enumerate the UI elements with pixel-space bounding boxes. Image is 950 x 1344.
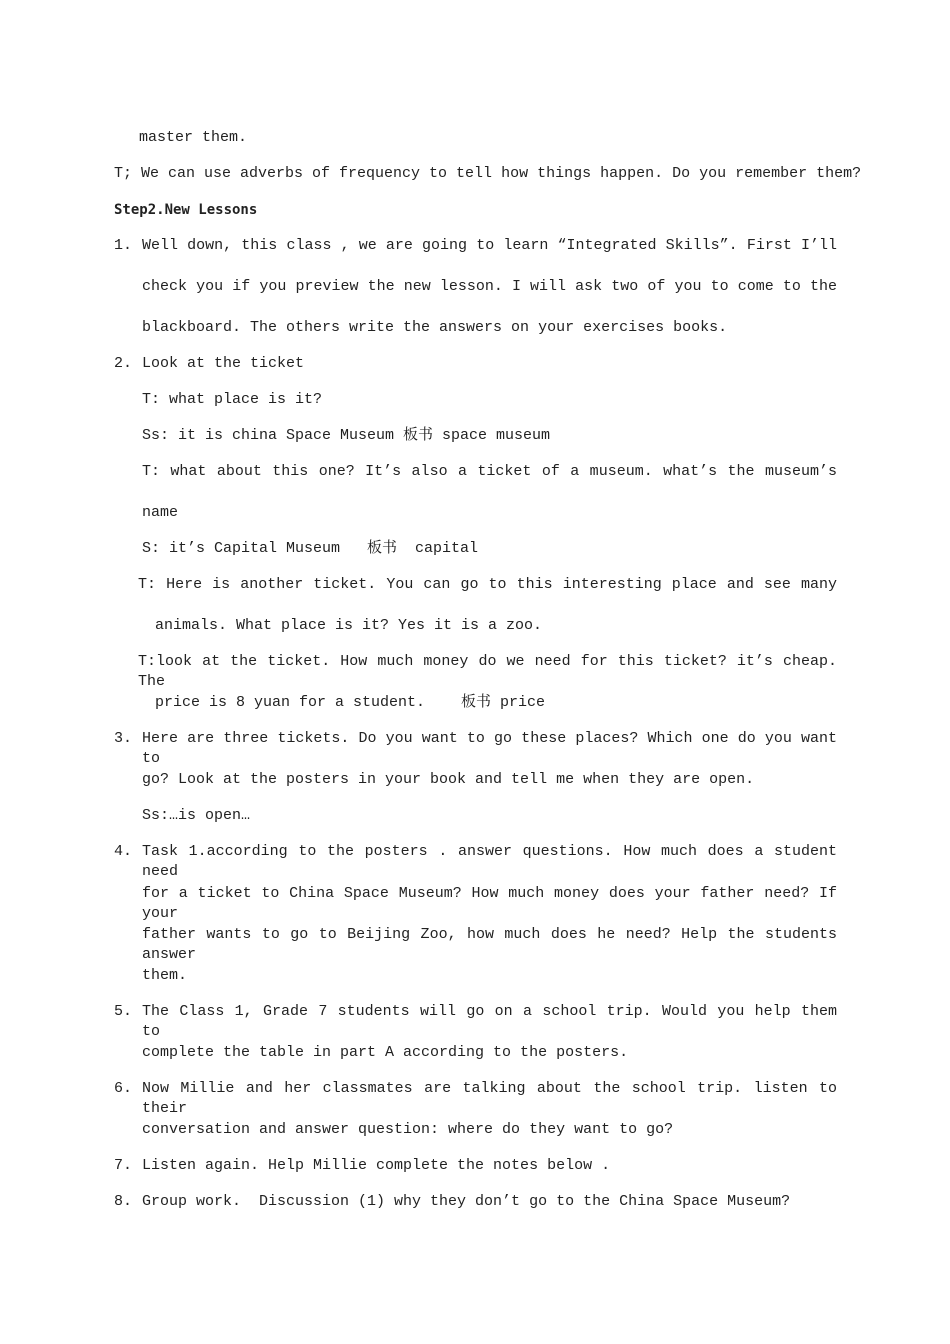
item-number: 3. <box>114 730 133 747</box>
item-line: T: what place is it? <box>142 391 323 408</box>
section-heading: Step2.New Lessons <box>114 202 258 218</box>
intro-line-2: T; We can use adverbs of frequency to tell how things happen. Do you remember them? <box>114 165 862 182</box>
item-line: Task 1.according to the posters . answer questions. How much does a student need <box>142 843 837 880</box>
item-line: Look at the ticket <box>142 355 305 372</box>
item-line: Here are three tickets. Do you want to go these places? Which one do you want to <box>142 730 837 767</box>
item-line: T: what about this one? It’s also a ticket of a museum. what’s the museum’s <box>142 463 837 480</box>
item-line: Well down, this class , we are going to learn “Integrated Skills”. First I’ll <box>142 237 837 254</box>
item-line: Ss:…is open… <box>142 807 251 824</box>
item-line: T: Here is another ticket. You can go to this interesting place and see many <box>138 576 837 593</box>
item-number: 2. <box>114 355 133 372</box>
item-line: conversation and answer question: where do they want to go? <box>142 1121 674 1138</box>
item-line: animals. What place is it? Yes it is a zoo. <box>155 617 543 634</box>
item-line: Ss: it is china Space Museum 板书 space museum <box>142 427 551 444</box>
item-line: go? Look at the posters in your book and tell me when they are open. <box>142 771 755 788</box>
item-number: 7. <box>114 1157 133 1174</box>
item-number: 8. <box>114 1193 133 1210</box>
item-line: T:look at the ticket. How much money do we need for this ticket? it’s cheap. The <box>138 653 837 690</box>
item-line: name <box>142 504 179 521</box>
item-line: complete the table in part A according to the posters. <box>142 1044 629 1061</box>
item-line: them. <box>142 967 188 984</box>
intro-line-1: master them. <box>139 129 248 146</box>
item-line: price is 8 yuan for a student. 板书 price <box>155 694 546 711</box>
item-line: blackboard. The others write the answers on your exercises books. <box>142 319 728 336</box>
item-number: 4. <box>114 843 133 860</box>
item-line: check you if you preview the new lesson. I will ask two of you to come to the <box>142 278 837 295</box>
item-line: father wants to go to Beijing Zoo, how much does he need? Help the students answer <box>142 926 837 963</box>
item-line: The Class 1, Grade 7 students will go on a school trip. Would you help them to <box>142 1003 837 1040</box>
item-line: Listen again. Help Millie complete the notes below . <box>142 1157 611 1174</box>
item-line: Group work. Discussion (1) why they don’t go to the China Space Museum? <box>142 1193 791 1210</box>
item-line: Now Millie and her classmates are talking about the school trip. listen to their <box>142 1080 837 1117</box>
item-number: 5. <box>114 1003 133 1020</box>
item-number: 1. <box>114 237 133 254</box>
item-line: for a ticket to China Space Museum? How much money does your father need? If your <box>142 885 837 922</box>
item-number: 6. <box>114 1080 133 1097</box>
item-line: S: it’s Capital Museum 板书 capital <box>142 540 479 557</box>
